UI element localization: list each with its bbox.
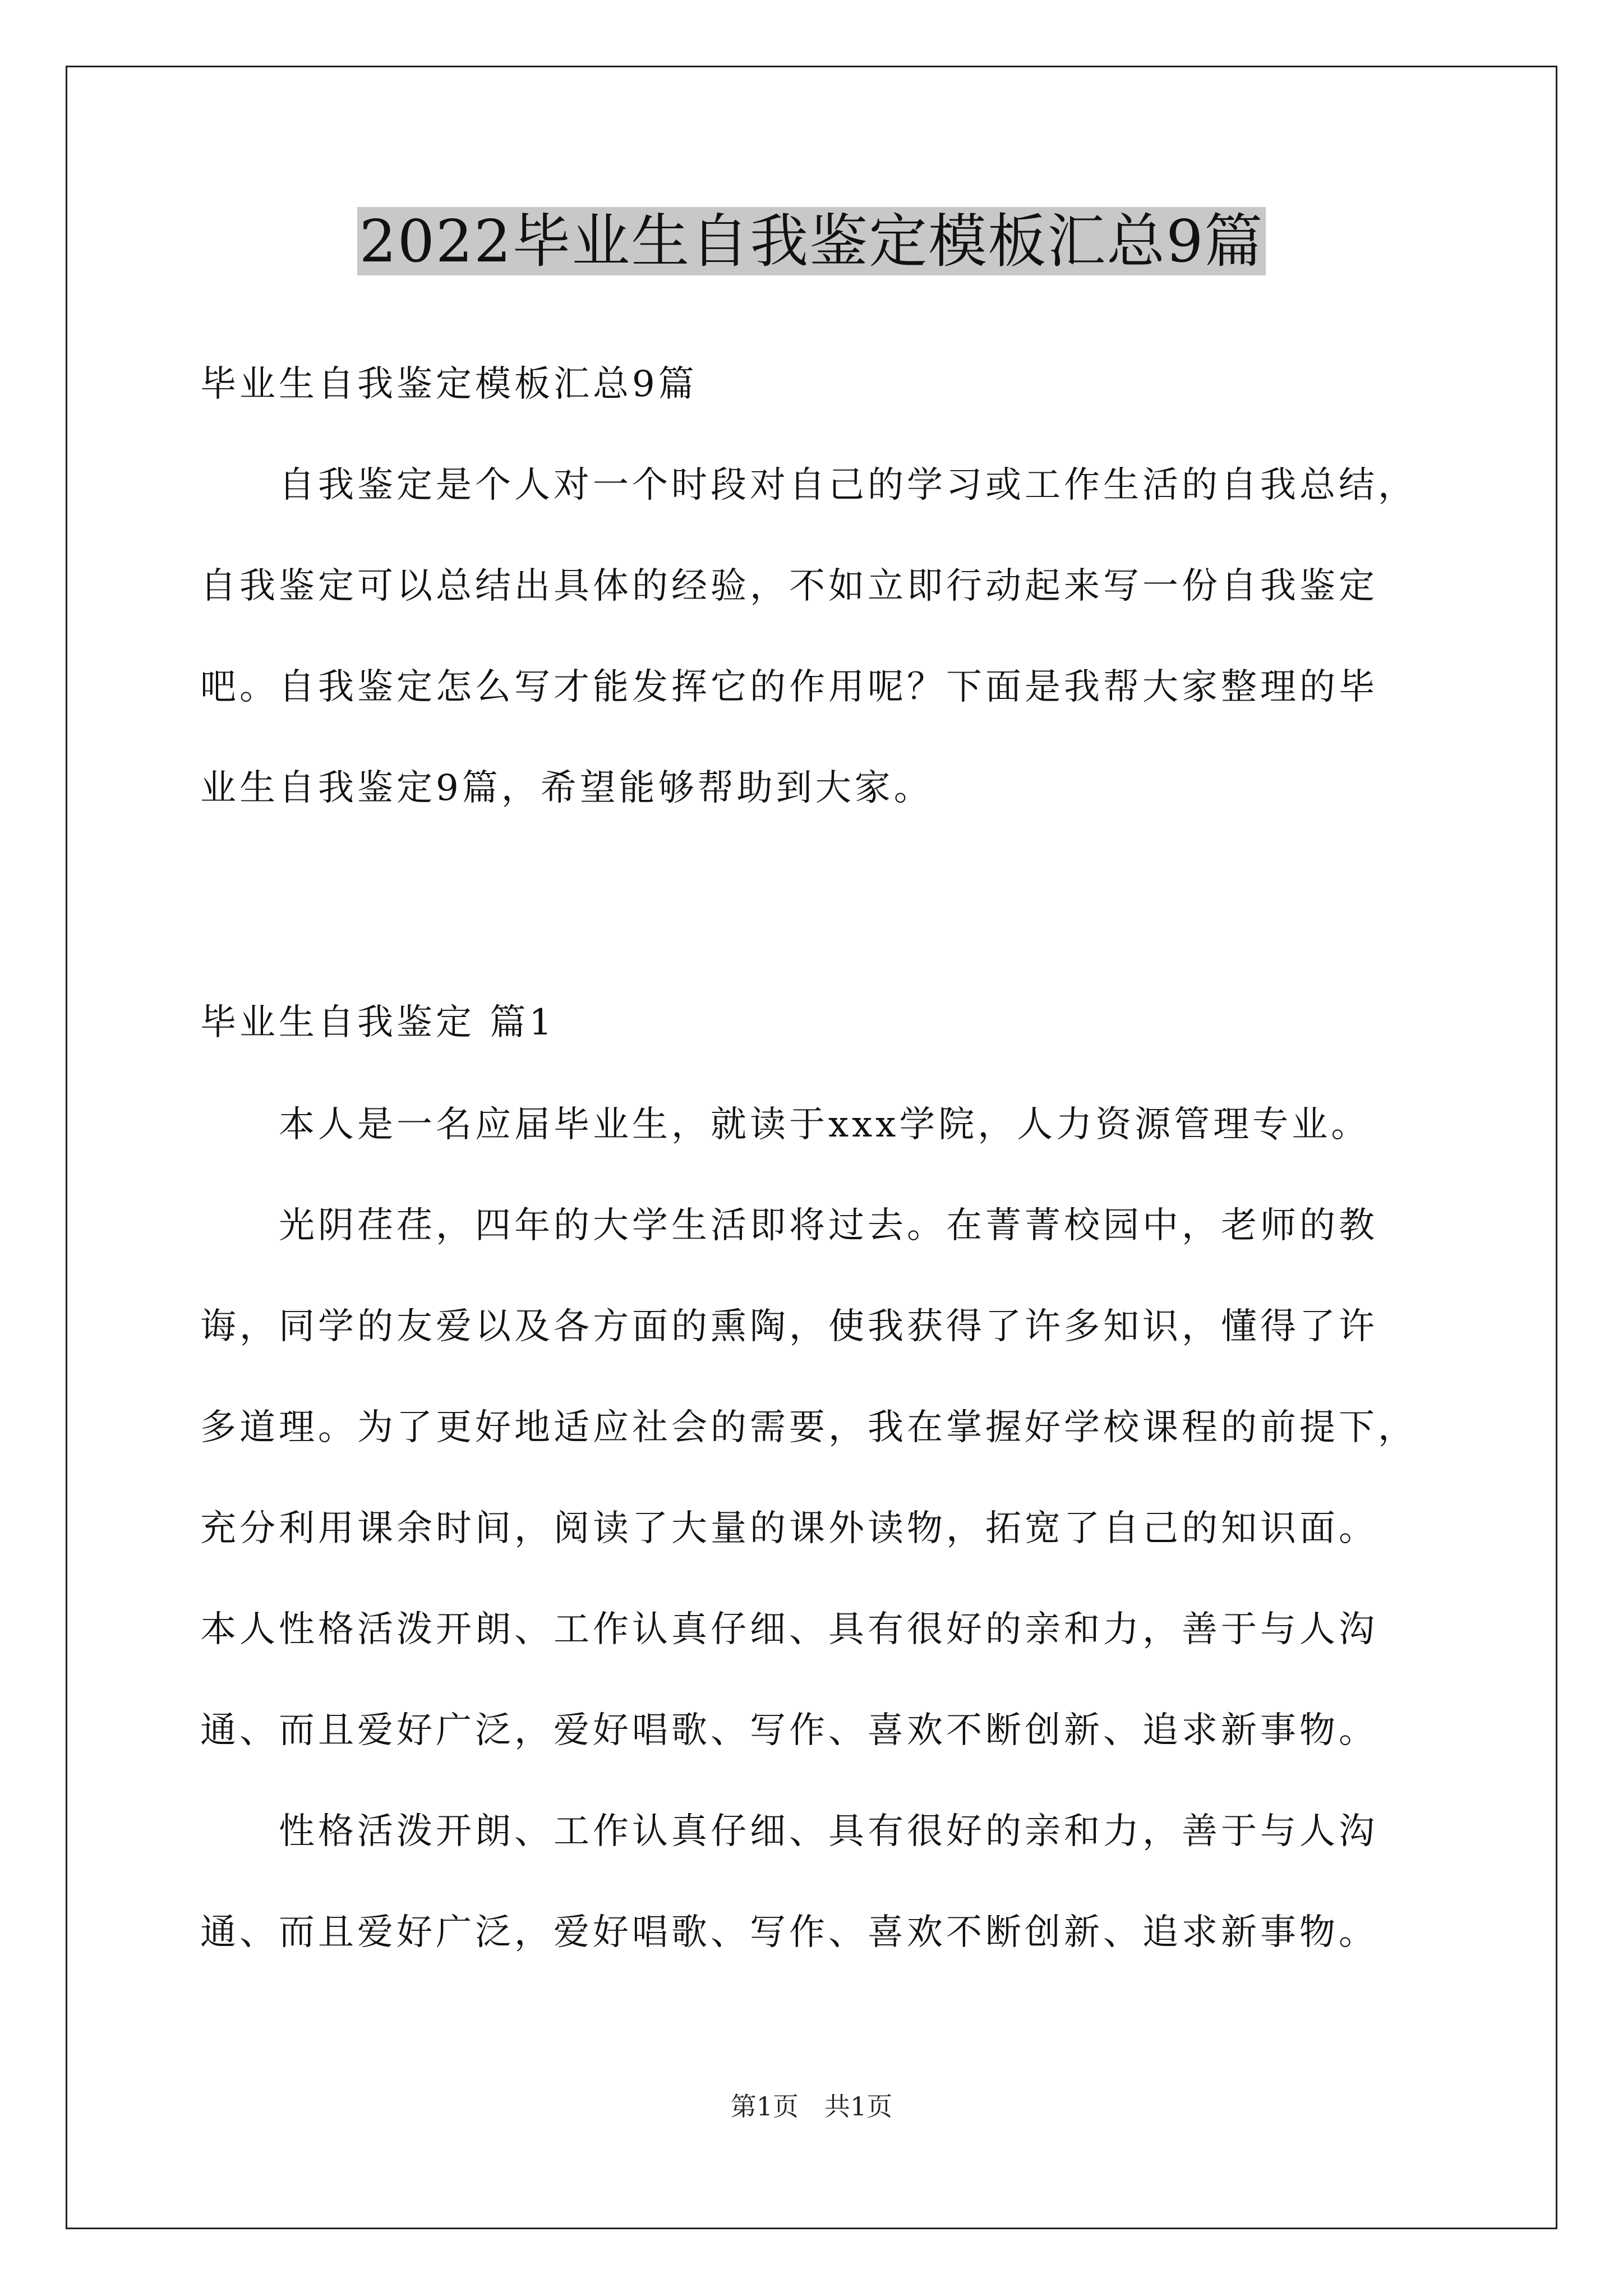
section-line-7: 通、而且爱好广泛，爱好唱歌、写作、喜欢不断创新、追求新事物。 bbox=[200, 1710, 1378, 1751]
section-line-4: 多道理。为了更好地适应社会的需要，我在掌握好学校课程的前提下， bbox=[200, 1407, 1417, 1448]
document-subtitle: 毕业生自我鉴定模板汇总9篇 bbox=[200, 364, 698, 405]
section-line-6: 本人性格活泼开朗、工作认真仔细、具有很好的亲和力，善于与人沟 bbox=[200, 1609, 1378, 1650]
intro-line-1: 自我鉴定是个人对一个时段对自己的学习或工作生活的自我总结， bbox=[200, 464, 1417, 506]
section-line-5: 充分利用课余时间，阅读了大量的课外读物，拓宽了自己的知识面。 bbox=[200, 1508, 1378, 1549]
section-line-9: 通、而且爱好广泛，爱好唱歌、写作、喜欢不断创新、追求新事物。 bbox=[200, 1912, 1378, 1953]
intro-line-4: 业生自我鉴定9篇，希望能够帮助到大家。 bbox=[200, 767, 933, 809]
section-line-3: 诲，同学的友爱以及各方面的熏陶，使我获得了许多知识，懂得了许 bbox=[200, 1306, 1378, 1347]
document-title: 2022毕业生自我鉴定模板汇总9篇 bbox=[0, 202, 1623, 280]
section-heading: 毕业生自我鉴定 篇1 bbox=[200, 1002, 556, 1043]
section-line-1: 本人是一名应届毕业生，就读于xxx学院，人力资源管理专业。 bbox=[200, 1104, 1371, 1145]
section-line-8: 性格活泼开朗、工作认真仔细、具有很好的亲和力，善于与人沟 bbox=[200, 1811, 1378, 1852]
section-line-2: 光阴荏荏，四年的大学生活即将过去。在菁菁校园中，老师的教 bbox=[200, 1205, 1378, 1246]
page-footer: 第1页 共1页 bbox=[730, 2091, 893, 2122]
intro-line-3: 吧。自我鉴定怎么写才能发挥它的作用呢？下面是我帮大家整理的毕 bbox=[200, 666, 1378, 708]
intro-line-2: 自我鉴定可以总结出具体的经验，不如立即行动起来写一份自我鉴定 bbox=[200, 565, 1378, 607]
